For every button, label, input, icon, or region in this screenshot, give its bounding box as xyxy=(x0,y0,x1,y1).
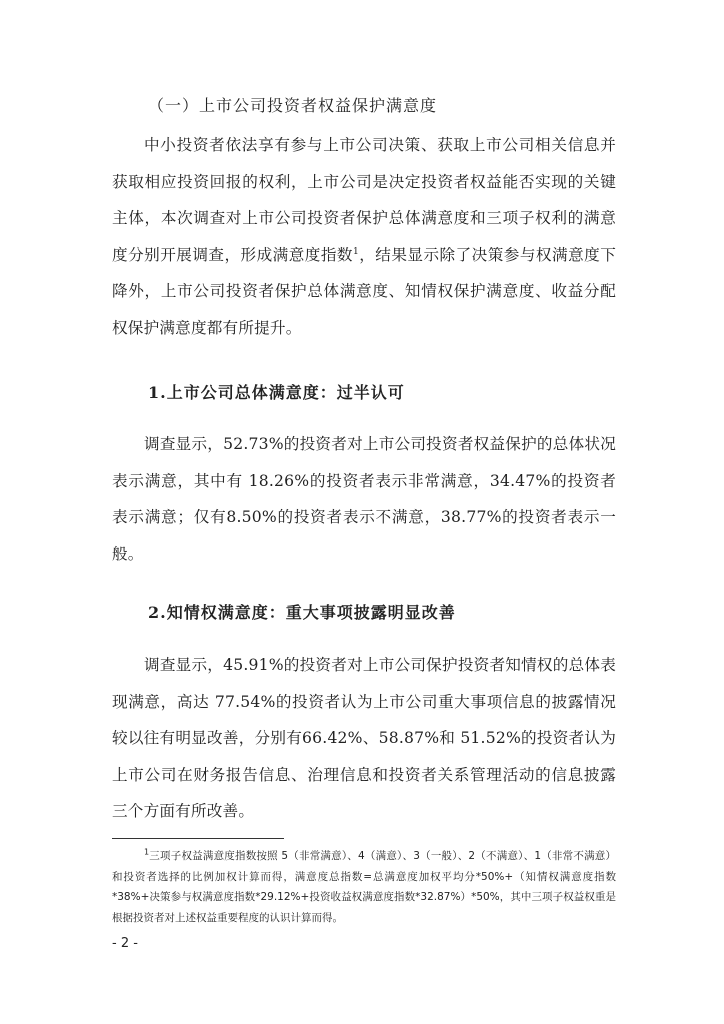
footnote-reference[interactable]: 1 xyxy=(353,246,359,257)
subsection-heading-right-to-know: 2.知情权满意度：重大事项披露明显改善 xyxy=(148,603,456,622)
intro-text: 中小投资者依法享有参与上市公司决策、获取上市公司相关信息并获取相应投资回报的权利，上市公司是决定投资者权益能否实现的关键主体，本次调查对上市公司投资者保护总体满意度和三项子权利的满意度分别开展调查，形成满意度指数 xyxy=(112,136,616,264)
intro-paragraph xyxy=(112,127,616,347)
subsection-body-right-to-know: 调查显示，45.91%的投资者对上市公司保护投资者知情权的总体表现满意，高达 77.54%的投资者认为上市公司重大事项信息的披露情况较以往有明显改善，分别有66.42%、58.87%和 51.52%的投资者认为上市公司在财务报告信息、治理信息和投资者关系管理活动的信息披露三个方面有所改善。 xyxy=(112,656,616,821)
page-number: - 2 - xyxy=(112,936,138,951)
footnote xyxy=(112,846,616,928)
footnote-marker: 1 xyxy=(144,847,150,857)
intro-text-continued: ，结果显示除了决策参与权满意度下降外，上市公司投资者保护总体满意度、知情权保护满意度、收益分配权保护满意度都有所提升。 xyxy=(112,245,616,337)
footnote-text: 三项子权益满意度指数按照 5（非常满意）、4（满意）、3（一般）、2（不满意）、1（非常不满意）和投资者选择的比例加权计算而得，满意度总指数=总满意度加权平均分*50%+（知情权满意度指数*38%+决策参与权满意度指数*29.12%+投资收益权满意度指数*32.87%）*50%，其中三项子权益权重是根据投资者对上述权益重要程度的认识计算而得。 xyxy=(112,850,616,924)
section-heading: （一）上市公司投资者权益保护满意度 xyxy=(148,96,438,115)
subsection-body-overall: 调查显示，52.73%的投资者对上市公司投资者权益保护的总体状况表示满意，其中有 18.26%的投资者表示非常满意，34.47%的投资者表示满意；仅有8.50%的投资者表示不满意，38.77%的投资者表示一般。 xyxy=(112,435,616,563)
footnote-divider xyxy=(112,838,284,839)
subsection-heading-overall: 1.上市公司总体满意度：过半认可 xyxy=(148,383,405,402)
